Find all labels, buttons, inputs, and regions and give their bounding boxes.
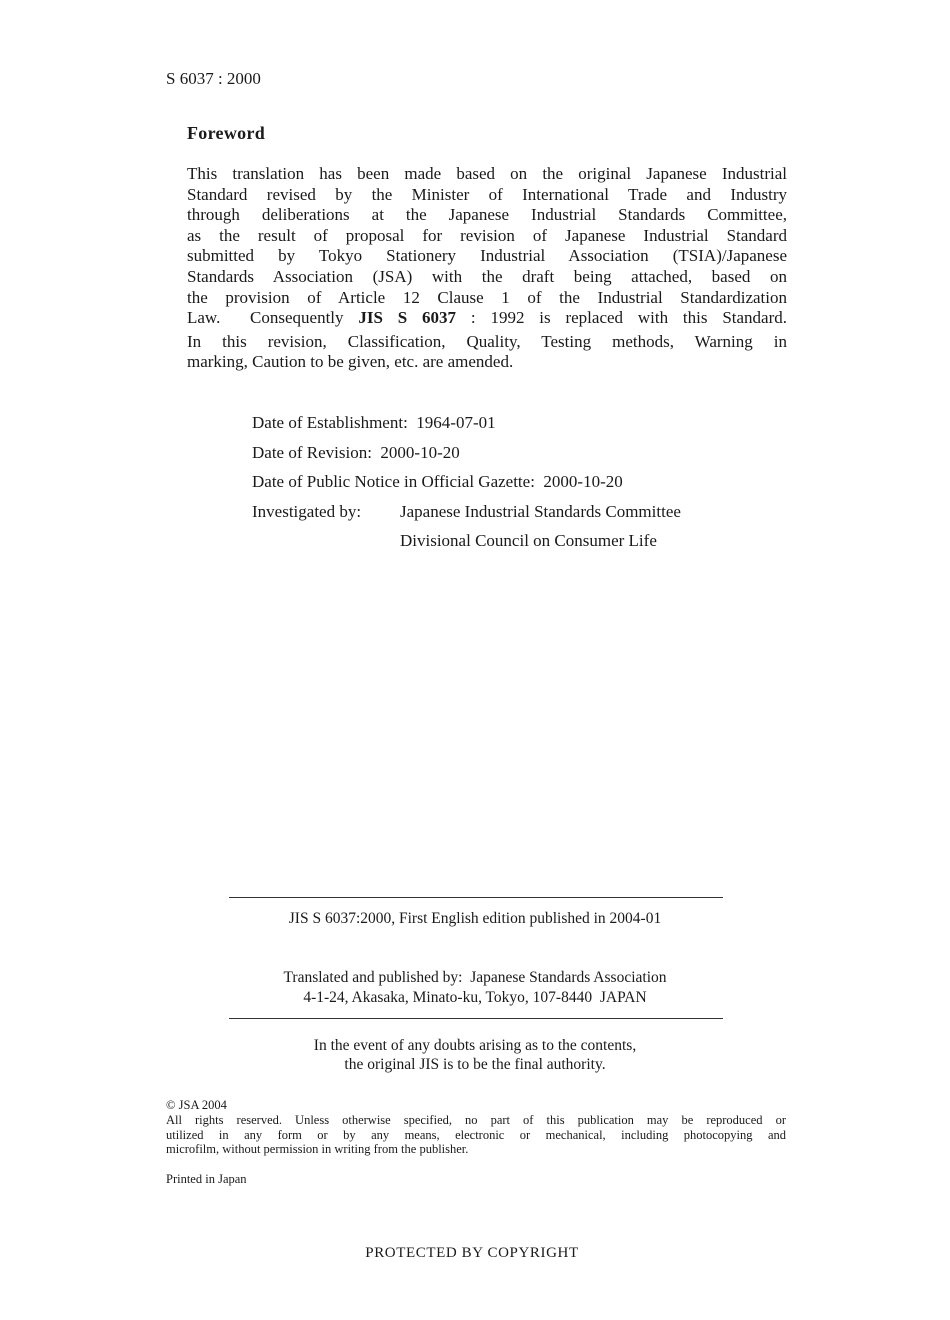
foreword-body bbox=[187, 164, 787, 373]
foreword-line: Standards Association (JSA) with the draft being attached, based on bbox=[187, 266, 787, 286]
investigated-row bbox=[252, 497, 681, 527]
divider-bottom bbox=[229, 1018, 723, 1019]
publisher-line-2: 4-1-24, Akasaka, Minato-ku, Tokyo, 107-8440 JAPAN bbox=[303, 988, 647, 1006]
authority-line-1: In the event of any doubts arising as to the contents, bbox=[313, 1037, 637, 1054]
divider-top bbox=[229, 897, 723, 898]
foreword-line: the provision of Article 12 Clause 1 of the Industrial Standardization bbox=[187, 287, 787, 307]
date-public-notice: Date of Public Notice in Official Gazette: 2000-10-20 bbox=[252, 472, 623, 491]
protected-text: PROTECTED BY COPYRIGHT bbox=[365, 1245, 579, 1261]
date-establishment: Date of Establishment: 1964-07-01 bbox=[252, 413, 496, 432]
foreword-title: Foreword bbox=[187, 123, 266, 143]
foreword-line: submitted by Tokyo Stationery Industrial Association (TSIA)/Japanese bbox=[187, 246, 787, 266]
authority-line-2: the original JIS is to be the final authority. bbox=[344, 1056, 606, 1073]
printed-in: Printed in Japan bbox=[166, 1172, 247, 1186]
replacement-suffix: : 1992 is replaced with this Standard. bbox=[456, 308, 787, 328]
legal-block bbox=[166, 1098, 786, 1157]
standard-id: S 6037 : 2000 bbox=[166, 69, 261, 88]
date-revision: Date of Revision: 2000-10-20 bbox=[252, 442, 460, 462]
revision-line: In this revision, Classification, Quality, Testing methods, Warning in bbox=[187, 331, 787, 351]
protected-footer bbox=[0, 1245, 950, 1262]
foreword-line: Standard revised by the Minister of International Trade and Industry bbox=[187, 184, 787, 204]
replacement-prefix: Law. Consequently bbox=[187, 308, 359, 328]
rights-line: All rights reserved. Unless otherwise specified, no part of this publication may be reproduced or bbox=[166, 1112, 786, 1127]
foreword-line-replacement bbox=[187, 308, 787, 329]
rights-line: utilized in any form or by any means, electronic or mechanical, including photocopying and bbox=[166, 1127, 786, 1142]
rights-line: microfilm, without permission in writing from the publisher. bbox=[166, 1142, 469, 1157]
copyright-notice: © JSA 2004 bbox=[166, 1098, 227, 1112]
publisher-line-1: Translated and published by: Japanese Standards Association bbox=[283, 969, 667, 986]
publisher-block bbox=[0, 968, 950, 1007]
revision-line: marking, Caution to be given, etc. are amended. bbox=[187, 352, 514, 372]
replaced-standard: JIS S 6037 bbox=[358, 308, 457, 328]
investigated-by-council: Divisional Council on Consumer Life bbox=[400, 531, 657, 550]
foreword-line: as the result of proposal for revision of Japanese Industrial Standard bbox=[187, 225, 787, 245]
foreword-line: through deliberations at the Japanese Industrial Standards Committee, bbox=[187, 205, 787, 225]
investigated-by-committee: Japanese Industrial Standards Committee bbox=[400, 501, 681, 521]
investigated-label: Investigated by: bbox=[252, 501, 362, 521]
authority-notice bbox=[0, 1036, 950, 1074]
dates-block bbox=[252, 408, 681, 556]
foreword-line: This translation has been made based on the original Japanese Industrial bbox=[187, 164, 787, 183]
edition-line bbox=[0, 910, 950, 928]
edition-text: JIS S 6037:2000, First English edition published in 2004-01 bbox=[288, 910, 662, 927]
